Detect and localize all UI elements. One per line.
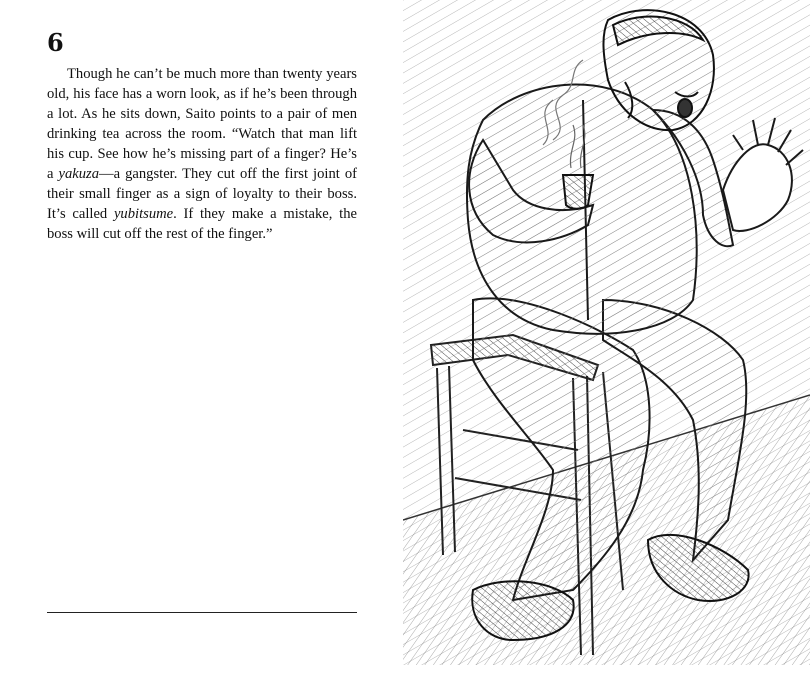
footer-divider: [47, 612, 357, 613]
story-paragraph: [47, 64, 357, 244]
left-page: [0, 0, 400, 665]
story-term-yakuza: yakuza: [58, 166, 100, 182]
story-term-yubitsume: yubitsume: [113, 206, 174, 222]
story-text-3: . If they make a mistake, the boss will cut off the rest of the finger.”: [47, 206, 357, 242]
story-text-1: Though he can’t be much more than twenty years old, his face has a worn look, as if he’s been through a lot. As he sits down, Saito points to a pair of men drinking tea across the room. “Watch that man lift his cup. See how he’s missing part of a finger? He’s a: [47, 66, 357, 182]
story-text-2: —a gangster. They cut off the first joint of their small finger as a sign of loyalty to their boss. It’s called: [47, 166, 357, 222]
man-on-stool-sketch: [403, 0, 810, 665]
illustration-panel: [403, 0, 810, 665]
page-number: 6: [47, 28, 64, 57]
